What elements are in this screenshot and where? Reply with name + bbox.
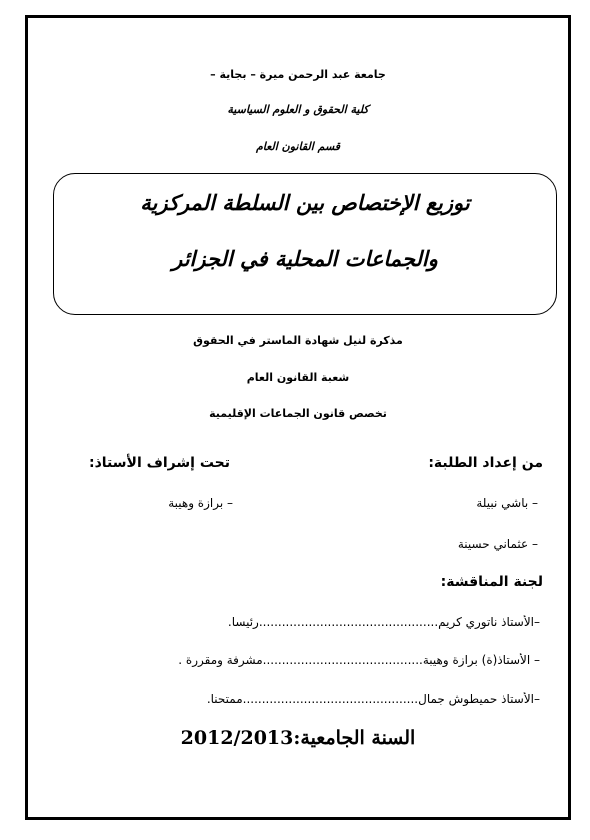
department-name: قسم القانون العام: [255, 140, 341, 153]
student-name-1: – باشي نبيلة: [476, 496, 538, 510]
student-name-2: – عثماني حسينة: [457, 537, 538, 551]
supervisor-heading: تحت إشراف الأستاذ:: [89, 455, 230, 471]
students-heading: من إعداد الطلبة:: [428, 455, 543, 471]
faculty-name: كلية الحقوق و العلوم السياسية: [227, 103, 369, 116]
academic-year: السنة الجامعية:2012/2013: [180, 727, 416, 749]
jury-member-examiner: –الأستاذ حميطوش جمال..............................................ممتحنا.: [206, 692, 540, 706]
thesis-title-line-2: والجماعات المحلية في الجزائر: [172, 246, 438, 271]
jury-member-president: –الأستاذ ناتوري كريم...............................................رئيسا.: [227, 615, 540, 629]
thesis-purpose: مذكرة لنيل شهادة الماستر في الحقوق: [193, 334, 403, 347]
university-name: جامعة عبد الرحمن ميرة – بجاية –: [210, 68, 386, 81]
jury-member-supervisor: – الأستاذ(ة) برازة وهيبة..........................................مشرفة ومقررة .: [178, 653, 540, 667]
thesis-branch: شعبة القانون العام: [246, 371, 350, 384]
title-box: [53, 173, 557, 315]
jury-heading: لجنة المناقشة:: [440, 574, 543, 590]
thesis-title-line-1: توزيع الإختصاص بين السلطة المركزية: [140, 190, 470, 215]
supervisor-name: – برازة وهيبة: [168, 496, 233, 510]
thesis-specialty: تخصص قانون الجماعات الإقليمية: [209, 407, 387, 420]
